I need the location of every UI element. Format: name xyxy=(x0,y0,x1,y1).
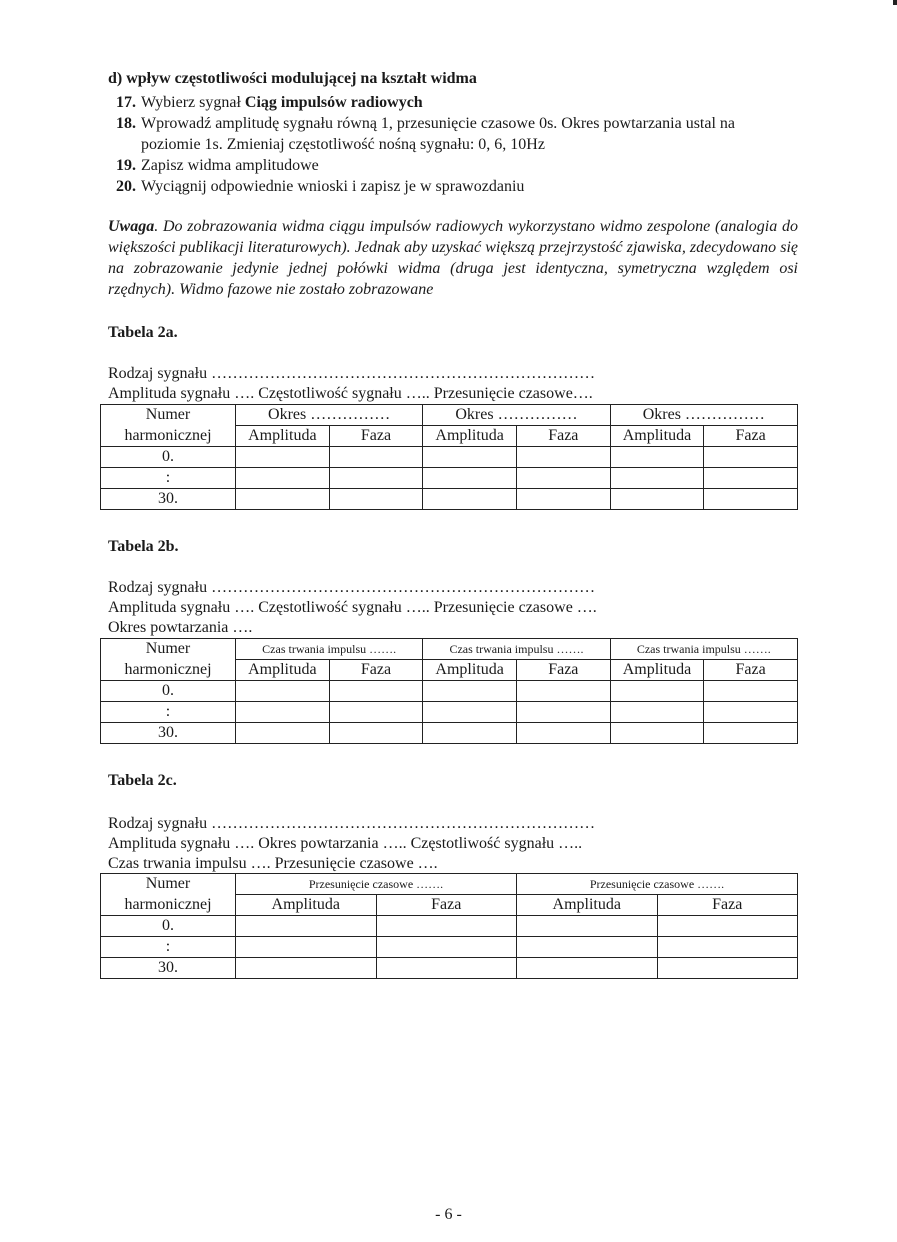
subheader-amplituda: Amplituda xyxy=(423,660,517,681)
table-cell[interactable] xyxy=(329,681,423,702)
list-item xyxy=(108,113,798,155)
group-header: Okres …………… xyxy=(236,405,423,426)
row-label: 30. xyxy=(101,723,236,744)
table-row xyxy=(101,702,798,723)
table-row xyxy=(101,681,798,702)
table-cell[interactable] xyxy=(704,489,798,510)
table-2a xyxy=(100,404,798,510)
table-cell[interactable] xyxy=(236,489,330,510)
page-number: - 6 - xyxy=(435,1206,462,1223)
table-cell[interactable] xyxy=(236,447,330,468)
header-harmonicznej: harmonicznej xyxy=(101,895,236,916)
table-cell[interactable] xyxy=(657,916,798,937)
table-cell[interactable] xyxy=(516,702,610,723)
step-text: Wprowadź amplitudę sygnału równą 1, przesunięcie czasowe 0s. Okres powtarzania ustal na poziomie 1s. Zmieniaj częstotliwość nośną sygnału: 0, 6, 10Hz xyxy=(141,115,736,153)
table-cell[interactable] xyxy=(329,489,423,510)
step-text: Wybierz sygnał Ciąg impulsów radiowych xyxy=(141,94,423,111)
group-header: Czas trwania impulsu ……. xyxy=(610,639,797,660)
table-cell[interactable] xyxy=(610,468,704,489)
step-text: Zapisz widma amplitudowe xyxy=(141,157,319,174)
table-2b xyxy=(100,638,798,744)
subheader-amplituda: Amplituda xyxy=(236,426,330,447)
field-line: Okres powtarzania …. xyxy=(108,619,253,636)
header-harmonicznej: harmonicznej xyxy=(101,660,236,681)
table-row xyxy=(101,916,798,937)
table-cell[interactable] xyxy=(704,468,798,489)
field-line: Amplituda sygnału …. Okres powtarzania ….. Częstotliwość sygnału ….. xyxy=(108,835,583,852)
table-cell[interactable] xyxy=(610,723,704,744)
table-cell[interactable] xyxy=(423,447,517,468)
table-cell[interactable] xyxy=(704,447,798,468)
note-paragraph xyxy=(108,216,798,300)
table-cell[interactable] xyxy=(236,723,330,744)
table-cell[interactable] xyxy=(423,723,517,744)
list-item xyxy=(108,176,798,197)
step-text: Wyciągnij odpowiednie wnioski i zapisz je w sprawozdaniu xyxy=(141,178,525,195)
table-cell[interactable] xyxy=(657,937,798,958)
table-cell[interactable] xyxy=(236,702,330,723)
step-number: 19. xyxy=(116,157,136,174)
group-header: Czas trwania impulsu ……. xyxy=(423,639,610,660)
table-2c xyxy=(100,873,798,979)
step-number: 17. xyxy=(116,94,136,111)
table-cell[interactable] xyxy=(610,702,704,723)
header-numer: Numer xyxy=(101,405,236,426)
row-label: 30. xyxy=(101,489,236,510)
header-numer: Numer xyxy=(101,639,236,660)
table-cell[interactable] xyxy=(329,723,423,744)
subheader-faza: Faza xyxy=(704,660,798,681)
subheader-faza: Faza xyxy=(516,426,610,447)
table-cell[interactable] xyxy=(329,702,423,723)
table-cell[interactable] xyxy=(517,958,658,979)
section-heading: d) wpływ częstotliwości modulującej na kształt widma xyxy=(108,70,477,87)
subheader-amplituda: Amplituda xyxy=(236,895,377,916)
field-line: Amplituda sygnału …. Częstotliwość sygnału ….. Przesunięcie czasowe …. xyxy=(108,599,597,616)
note-label: Uwaga xyxy=(108,218,155,235)
table-row xyxy=(101,723,798,744)
table-cell[interactable] xyxy=(376,937,517,958)
table-2b-title: Tabela 2b. xyxy=(108,538,179,555)
table-cell[interactable] xyxy=(516,447,610,468)
table-cell[interactable] xyxy=(329,447,423,468)
table-cell[interactable] xyxy=(516,681,610,702)
row-label: : xyxy=(101,702,236,723)
table-row xyxy=(101,937,798,958)
table-cell[interactable] xyxy=(236,681,330,702)
field-line: Rodzaj sygnału ……………………………………………………………… xyxy=(108,579,596,596)
field-line: Rodzaj sygnału ……………………………………………………………… xyxy=(108,365,596,382)
table-cell[interactable] xyxy=(610,489,704,510)
row-label: 30. xyxy=(101,958,236,979)
steps-list xyxy=(108,92,798,197)
subheader-amplituda: Amplituda xyxy=(236,660,330,681)
subheader-amplituda: Amplituda xyxy=(423,426,517,447)
group-header: Przesunięcie czasowe ……. xyxy=(236,874,517,895)
table-2c-title: Tabela 2c. xyxy=(108,772,177,789)
table-row xyxy=(101,468,798,489)
row-label: 0. xyxy=(101,681,236,702)
table-cell[interactable] xyxy=(329,468,423,489)
field-line: Rodzaj sygnału ……………………………………………………………… xyxy=(108,815,596,832)
field-line: Czas trwania impulsu …. Przesunięcie czasowe …. xyxy=(108,855,438,872)
table-cell[interactable] xyxy=(236,916,377,937)
step-number: 18. xyxy=(116,115,136,132)
table-cell[interactable] xyxy=(516,723,610,744)
table-cell[interactable] xyxy=(423,702,517,723)
row-label: : xyxy=(101,468,236,489)
table-cell[interactable] xyxy=(516,489,610,510)
subheader-faza: Faza xyxy=(704,426,798,447)
table-cell[interactable] xyxy=(376,916,517,937)
table-cell[interactable] xyxy=(423,468,517,489)
table-cell[interactable] xyxy=(236,468,330,489)
row-label: 0. xyxy=(101,447,236,468)
subheader-amplituda: Amplituda xyxy=(517,895,658,916)
table-row xyxy=(101,958,798,979)
table-cell[interactable] xyxy=(236,937,377,958)
header-harmonicznej: harmonicznej xyxy=(101,426,236,447)
field-line: Amplituda sygnału …. Częstotliwość sygnału ….. Przesunięcie czasowe…. xyxy=(108,385,593,402)
table-cell[interactable] xyxy=(517,916,658,937)
table-cell[interactable] xyxy=(516,468,610,489)
table-cell[interactable] xyxy=(423,681,517,702)
group-header: Okres …………… xyxy=(423,405,610,426)
table-cell[interactable] xyxy=(376,958,517,979)
subheader-amplituda: Amplituda xyxy=(610,660,704,681)
note-text: . Do zobrazowania widma ciągu impulsów radiowych wykorzystano widmo zespolone (analogia do większości publikacji literaturowych). Jednak aby uzyskać większą przejrzystość zjawiska, zdecydowano się na zobrazowanie jedynie jednej połówki widma (druga jest identyczna, symetryczna względem osi rzędnych). Widmo fazowe nie zostało zobrazowane xyxy=(108,218,798,298)
subheader-faza: Faza xyxy=(329,660,423,681)
group-header: Okres …………… xyxy=(610,405,797,426)
table-row xyxy=(101,447,798,468)
row-label: : xyxy=(101,937,236,958)
subheader-faza: Faza xyxy=(329,426,423,447)
table-cell[interactable] xyxy=(236,958,377,979)
table-cell[interactable] xyxy=(517,937,658,958)
corner-mark xyxy=(893,0,897,5)
table-cell[interactable] xyxy=(610,447,704,468)
header-numer: Numer xyxy=(101,874,236,895)
table-row xyxy=(101,489,798,510)
subheader-faza: Faza xyxy=(376,895,517,916)
row-label: 0. xyxy=(101,916,236,937)
step-number: 20. xyxy=(116,178,136,195)
list-item xyxy=(108,92,798,113)
table-cell[interactable] xyxy=(704,681,798,702)
subheader-faza: Faza xyxy=(657,895,798,916)
subheader-amplituda: Amplituda xyxy=(610,426,704,447)
table-2a-title: Tabela 2a. xyxy=(108,324,178,341)
table-cell[interactable] xyxy=(423,489,517,510)
table-cell[interactable] xyxy=(657,958,798,979)
table-cell[interactable] xyxy=(610,681,704,702)
list-item xyxy=(108,155,798,176)
group-header: Przesunięcie czasowe ……. xyxy=(517,874,798,895)
table-cell[interactable] xyxy=(704,723,798,744)
group-header: Czas trwania impulsu ……. xyxy=(236,639,423,660)
subheader-faza: Faza xyxy=(516,660,610,681)
table-cell[interactable] xyxy=(704,702,798,723)
